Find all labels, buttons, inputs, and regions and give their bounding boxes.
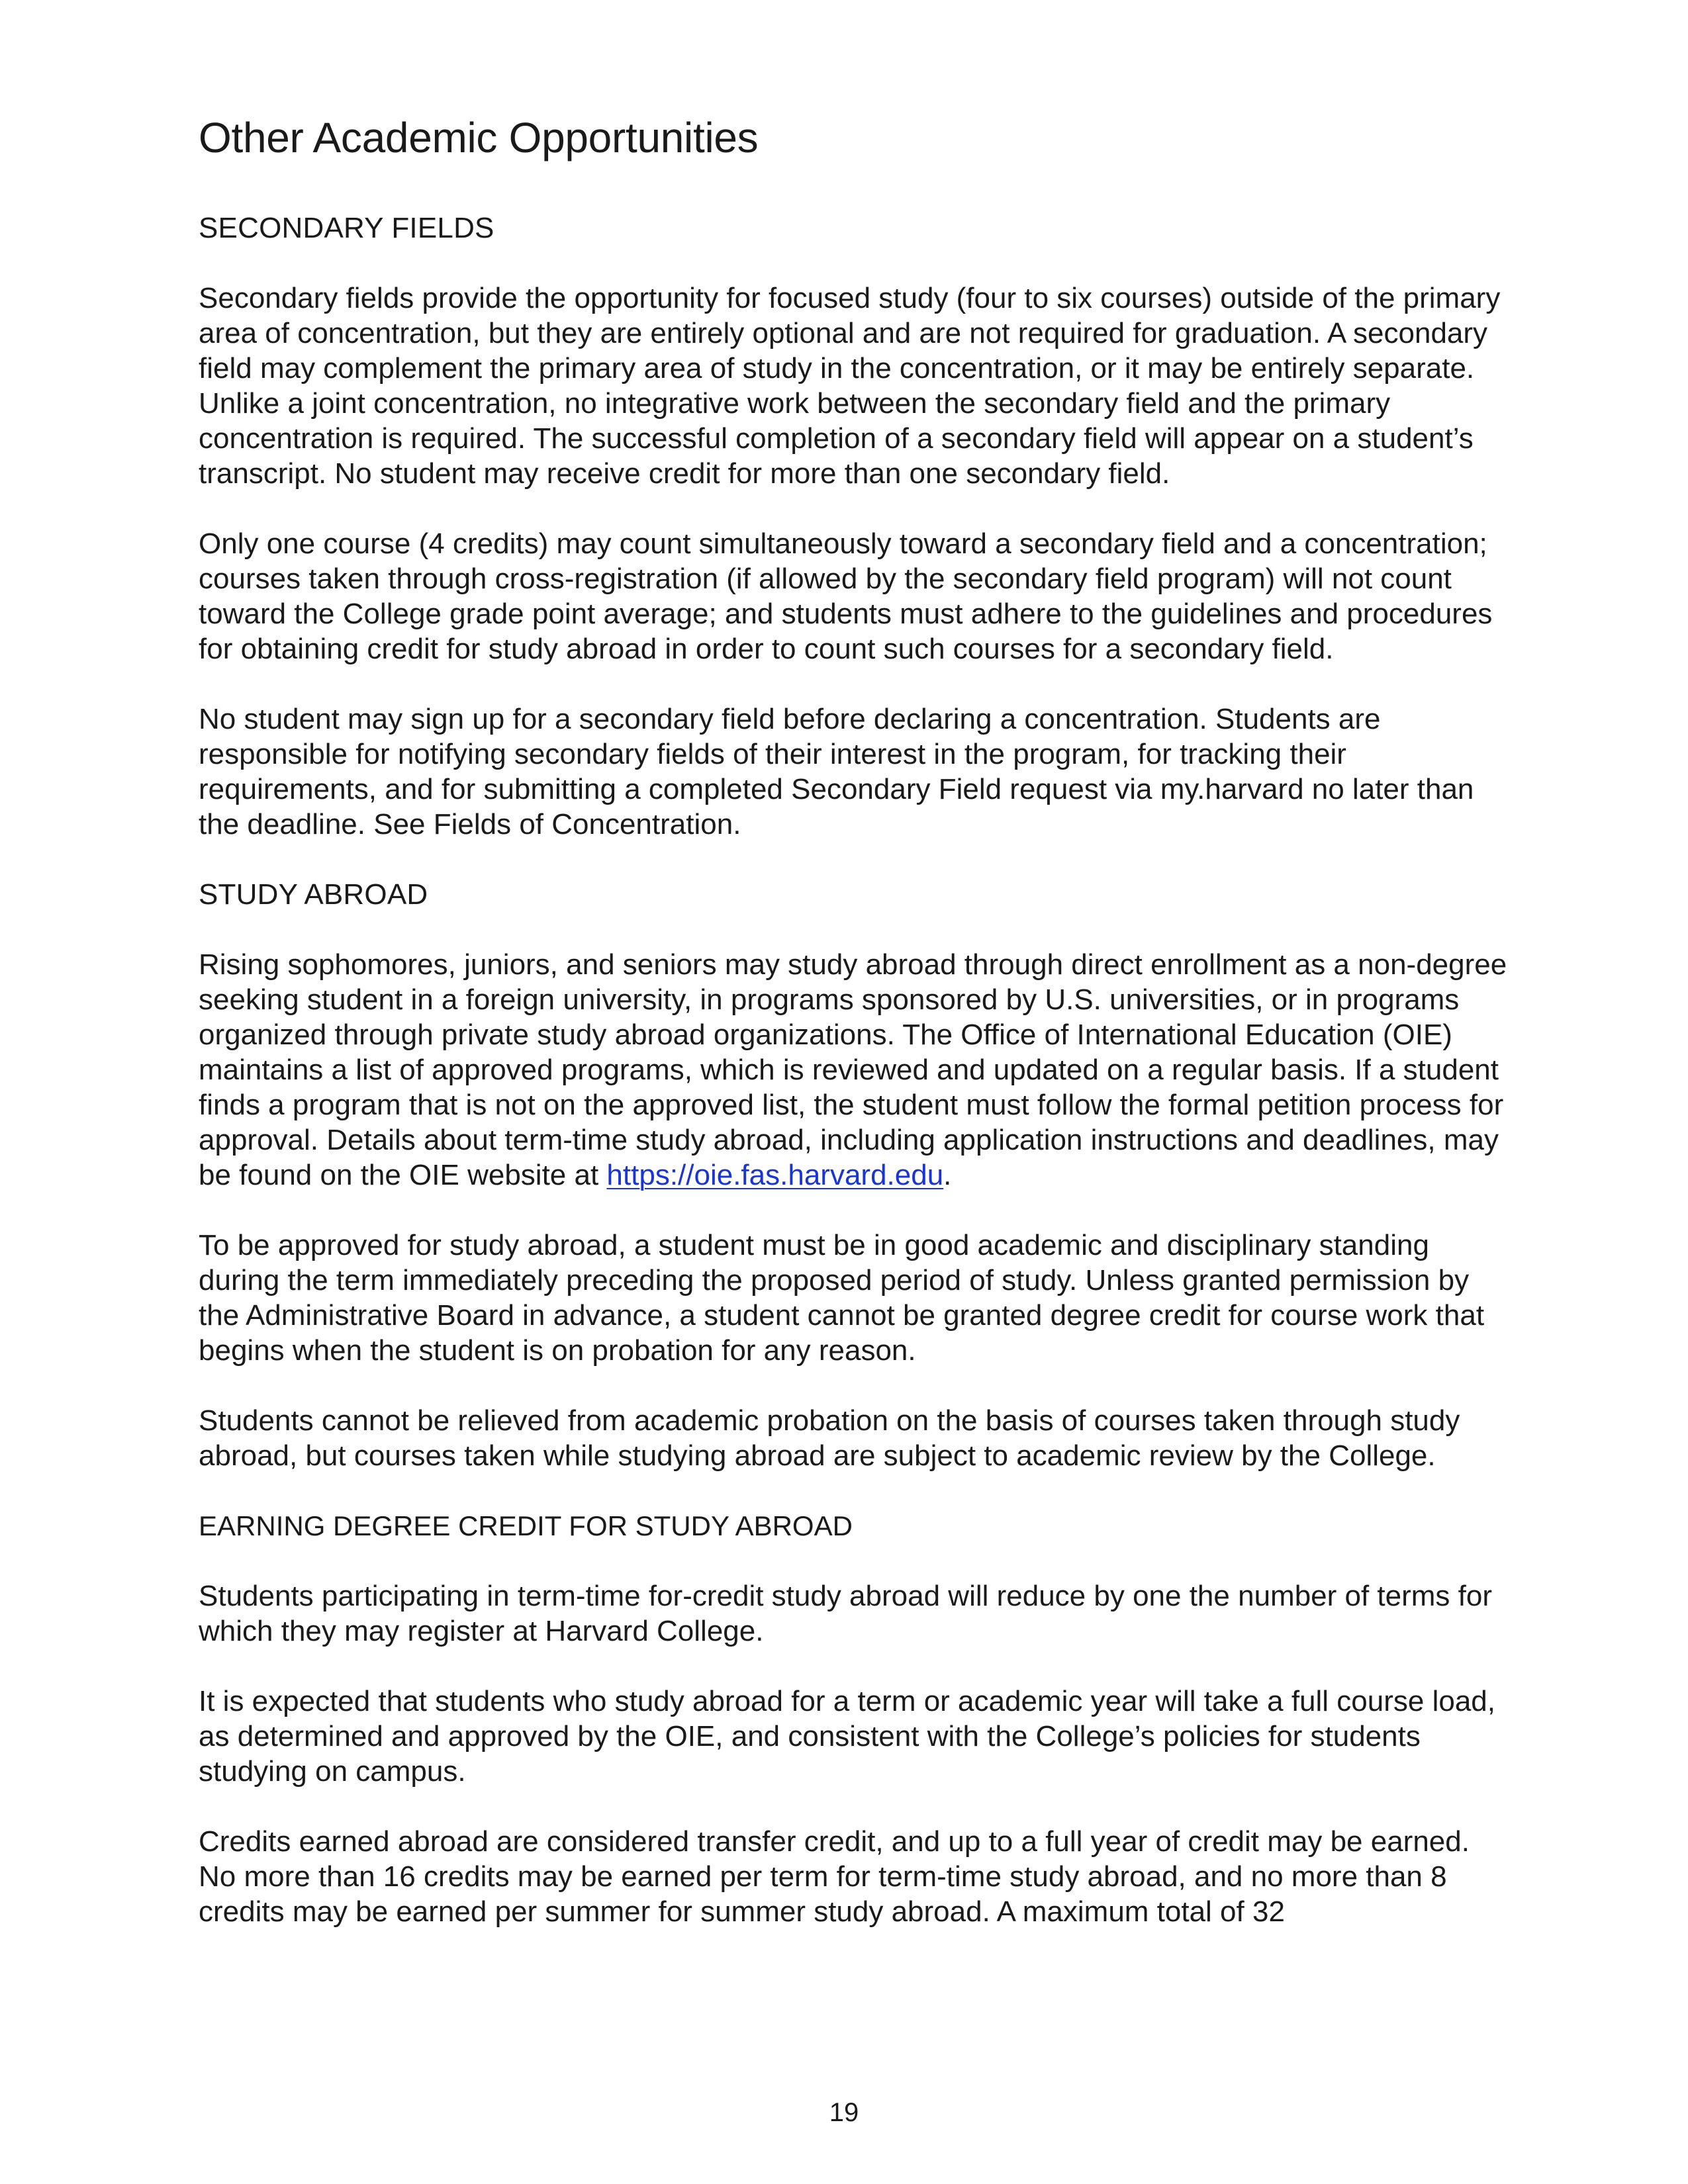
secondary-fields-paragraph-3: No student may sign up for a secondary field before declaring a concentration. Students are responsible for notifying secondary fields of their interest in the program, for tracking their requirements, and for submitting a completed Secondary Field request via my.harvard no later than the deadline. See Fields of Concentration. — [199, 703, 1474, 841]
document-page — [199, 0, 1509, 2184]
secondary-fields-paragraph-2: Only one course (4 credits) may count simultaneously toward a secondary field and a concentration; courses taken through cross-registration (if allowed by the secondary field program) will not count toward the College grade point average; and students must adhere to the guidelines and procedures for obtaining credit for study abroad in order to count such courses for a secondary field. — [199, 527, 1493, 665]
study-abroad-paragraph-2: To be approved for study abroad, a student must be in good academic and disciplinary standing during the term immediately preceding the proposed period of study. Unless granted permission by the Administrative Board in advance, a student cannot be granted degree credit for course work that begins when the student is on probation for any reason. — [199, 1229, 1485, 1367]
section-heading-study-abroad: STUDY ABROAD — [199, 878, 428, 911]
link-trailing-period: . — [943, 1159, 952, 1191]
section-heading-secondary-fields: SECONDARY FIELDS — [199, 212, 494, 244]
oie-website-link[interactable]: https://oie.fas.harvard.edu — [606, 1159, 944, 1191]
study-abroad-paragraph-1 — [199, 947, 1509, 1193]
document-body — [199, 210, 1509, 1964]
earning-credit-paragraph-3: Credits earned abroad are considered transfer credit, and up to a full year of credit may be earned. No more than 16 credits may be earned per term for term-time study abroad, and no more than 8 credits may be earned per summer for summer study abroad. A maximum total of 32 — [199, 1825, 1470, 1928]
earning-credit-paragraph-2: It is expected that students who study abroad for a term or academic year will take a full course load, as determined and approved by the OIE, and consistent with the College’s policies for students studying on campus. — [199, 1685, 1495, 1788]
earning-credit-paragraph-1: Students participating in term-time for-credit study abroad will reduce by one the number of terms for which they may register at Harvard College. — [199, 1580, 1493, 1647]
page-number: 19 — [829, 2098, 859, 2127]
section-heading-earning-degree-credit: EARNING DEGREE CREDIT FOR STUDY ABROAD — [199, 1510, 853, 1541]
study-abroad-paragraph-3: Students cannot be relieved from academic probation on the basis of courses taken through study abroad, but courses taken while studying abroad are subject to academic review by the College. — [199, 1404, 1460, 1472]
study-abroad-paragraph-1-text: Rising sophomores, juniors, and seniors may study abroad through direct enrollment as a non-degree seeking student in a foreign university, in programs sponsored by U.S. universities, or in programs organized through private study abroad organizations. The Office of International Education (OIE) maintains a list of approved programs, which is reviewed and updated on a regular basis. If a student finds a program that is not on the approved list, the student must follow the formal petition process for approval. Details about term-time study abroad, including application instructions and deadlines, may be found on the OIE website at — [199, 948, 1507, 1191]
page-title: Other Academic Opportunities — [199, 114, 759, 161]
secondary-fields-paragraph-1: Secondary fields provide the opportunity for focused study (four to six courses) outside of the primary area of concentration, but they are entirely optional and are not required for graduation. A secondary field may complement the primary area of study in the concentration, or it may be entirely separate. Unlike a joint concentration, no integrative work between the secondary field and the primary concentration is required. The successful completion of a secondary field will appear on a student’s transcript. No student may receive credit for more than one secondary field. — [199, 282, 1501, 490]
